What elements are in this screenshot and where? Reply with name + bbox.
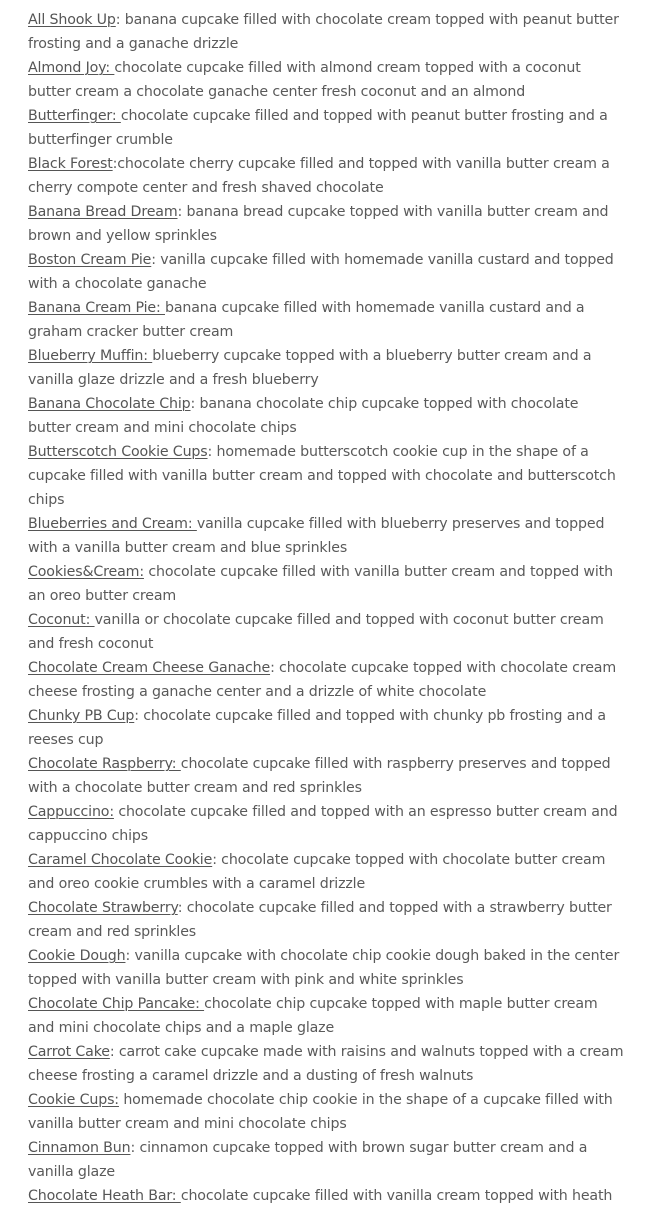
menu-item-description: : carrot cake cupcake made with raisins and walnuts topped with a cream cheese frosting a caramel drizzle and a dusting of fresh walnuts (28, 1044, 624, 1084)
menu-item-description: chocolate cupcake filled with vanilla butter cream and topped with an oreo butter cream (28, 564, 613, 604)
menu-item-description: chocolate cupcake filled with raspberry preserves and topped with a chocolate butter cream and red sprinkles (28, 756, 611, 796)
menu-item (28, 896, 624, 944)
menu-item-link[interactable]: All Shook Up (28, 12, 116, 28)
menu-item-description: : banana cupcake filled with chocolate cream topped with peanut butter frosting and a ganache drizzle (28, 12, 619, 52)
menu-item (28, 656, 624, 704)
menu-item-link[interactable]: Chocolate Strawberry (28, 900, 178, 916)
menu-item-link[interactable]: Banana Cream Pie: (28, 300, 165, 316)
menu-item (28, 200, 624, 248)
menu-item-description: : chocolate cupcake topped with chocolate cream cheese frosting a ganache center and a drizzle of white chocolate (28, 660, 616, 700)
menu-item-link[interactable]: Cappuccino: (28, 804, 114, 820)
menu-item (28, 1040, 624, 1088)
menu-item-link[interactable]: Chocolate Cream Cheese Ganache (28, 660, 271, 676)
menu-item-link[interactable]: Carrot Cake (28, 1044, 110, 1060)
menu-item-description: chocolate cupcake filled with almond cream topped with a coconut butter cream a chocolate ganache center fresh coconut and an almond (28, 60, 581, 100)
menu-item-description: : vanilla cupcake with chocolate chip cookie dough baked in the center topped with vanilla butter cream with pink and white sprinkles (28, 948, 620, 988)
menu-item-description: : chocolate cupcake filled and topped with chunky pb frosting and a reeses cup (28, 708, 606, 748)
menu-item-description: chocolate cupcake filled and topped with an espresso butter cream and cappuccino chips (28, 804, 618, 844)
menu-item-description: vanilla cupcake filled with blueberry preserves and topped with a vanilla butter cream and blue sprinkles (28, 516, 605, 556)
menu-item-description: banana cupcake filled with homemade vanilla custard and a graham cracker butter cream (28, 300, 585, 340)
menu-item-description: :chocolate cherry cupcake filled and topped with vanilla butter cream a cherry compote center and fresh shaved chocolate (28, 156, 610, 196)
menu-item-description: blueberry cupcake topped with a blueberry butter cream and a vanilla glaze drizzle and a fresh blueberry (28, 348, 592, 388)
menu-item (28, 296, 624, 344)
menu-item-description: chocolate chip cupcake topped with maple butter cream and mini chocolate chips and a maple glaze (28, 996, 598, 1036)
menu-item-link[interactable]: Black Forest (28, 156, 113, 172)
menu-item (28, 944, 624, 992)
menu-item-description: : vanilla cupcake filled with homemade vanilla custard and topped with a chocolate ganache (28, 252, 614, 292)
menu-item-link[interactable]: Chunky PB Cup (28, 708, 135, 724)
menu-item (28, 992, 624, 1040)
menu-item-link[interactable]: Cookies&Cream: (28, 564, 144, 580)
menu-item-link[interactable]: Boston Cream Pie (28, 252, 152, 268)
menu-item (28, 56, 624, 104)
menu-item-link[interactable]: Butterfinger: (28, 108, 121, 124)
menu-item-link[interactable]: Almond Joy: (28, 60, 115, 76)
menu-item-description: chocolate cupcake filled and topped with peanut butter frosting and a butterfinger crumble (28, 108, 608, 148)
menu-item-link[interactable]: Banana Chocolate Chip (28, 396, 191, 412)
menu-item (28, 848, 624, 896)
menu-item (28, 512, 624, 560)
menu-item (28, 1184, 624, 1208)
menu-item (28, 752, 624, 800)
cupcake-menu-list (28, 8, 624, 1208)
menu-item-link[interactable]: Blueberries and Cream: (28, 516, 197, 532)
menu-item (28, 800, 624, 848)
menu-item (28, 104, 624, 152)
menu-item-link[interactable]: Chocolate Heath Bar: (28, 1188, 181, 1204)
menu-item-description: : cinnamon cupcake topped with brown sugar butter cream and a vanilla glaze (28, 1140, 588, 1180)
menu-item-link[interactable]: Butterscotch Cookie Cups (28, 444, 208, 460)
menu-item (28, 608, 624, 656)
menu-item-description: : chocolate cupcake topped with chocolate butter cream and oreo cookie crumbles with a caramel drizzle (28, 852, 606, 892)
menu-item-link[interactable]: Banana Bread Dream (28, 204, 178, 220)
menu-item (28, 1088, 624, 1136)
menu-item (28, 392, 624, 440)
menu-item-link[interactable]: Cookie Dough (28, 948, 126, 964)
menu-item (28, 344, 624, 392)
menu-item-link[interactable]: Cinnamon Bun (28, 1140, 131, 1156)
menu-item (28, 440, 624, 512)
menu-item (28, 152, 624, 200)
menu-item (28, 1136, 624, 1184)
menu-item-description: : banana bread cupcake topped with vanilla butter cream and brown and yellow sprinkles (28, 204, 609, 244)
menu-item-link[interactable]: Cookie Cups: (28, 1092, 119, 1108)
menu-item-description: vanilla or chocolate cupcake filled and topped with coconut butter cream and fresh coconut (28, 612, 604, 652)
menu-item (28, 248, 624, 296)
menu-item-link[interactable]: Blueberry Muffin: (28, 348, 153, 364)
menu-item-link[interactable]: Caramel Chocolate Cookie (28, 852, 213, 868)
menu-item-link[interactable]: Coconut: (28, 612, 95, 628)
menu-item-description: : homemade butterscotch cookie cup in the shape of a cupcake filled with vanilla butter cream and topped with chocolate and butterscotch chips (28, 444, 616, 508)
menu-item-description: : banana chocolate chip cupcake topped with chocolate butter cream and mini chocolate chips (28, 396, 579, 436)
menu-item-description: : chocolate cupcake filled and topped with a strawberry butter cream and red sprinkles (28, 900, 612, 940)
menu-item-link[interactable]: Chocolate Chip Pancake: (28, 996, 205, 1012)
menu-item (28, 8, 624, 56)
menu-item-description: homemade chocolate chip cookie in the shape of a cupcake filled with vanilla butter cream and mini chocolate chips (28, 1092, 613, 1132)
menu-item-link[interactable]: Chocolate Raspberry: (28, 756, 181, 772)
menu-item (28, 704, 624, 752)
menu-item (28, 560, 624, 608)
menu-item-description: chocolate cupcake filled with vanilla cream topped with heath (180, 1188, 613, 1204)
